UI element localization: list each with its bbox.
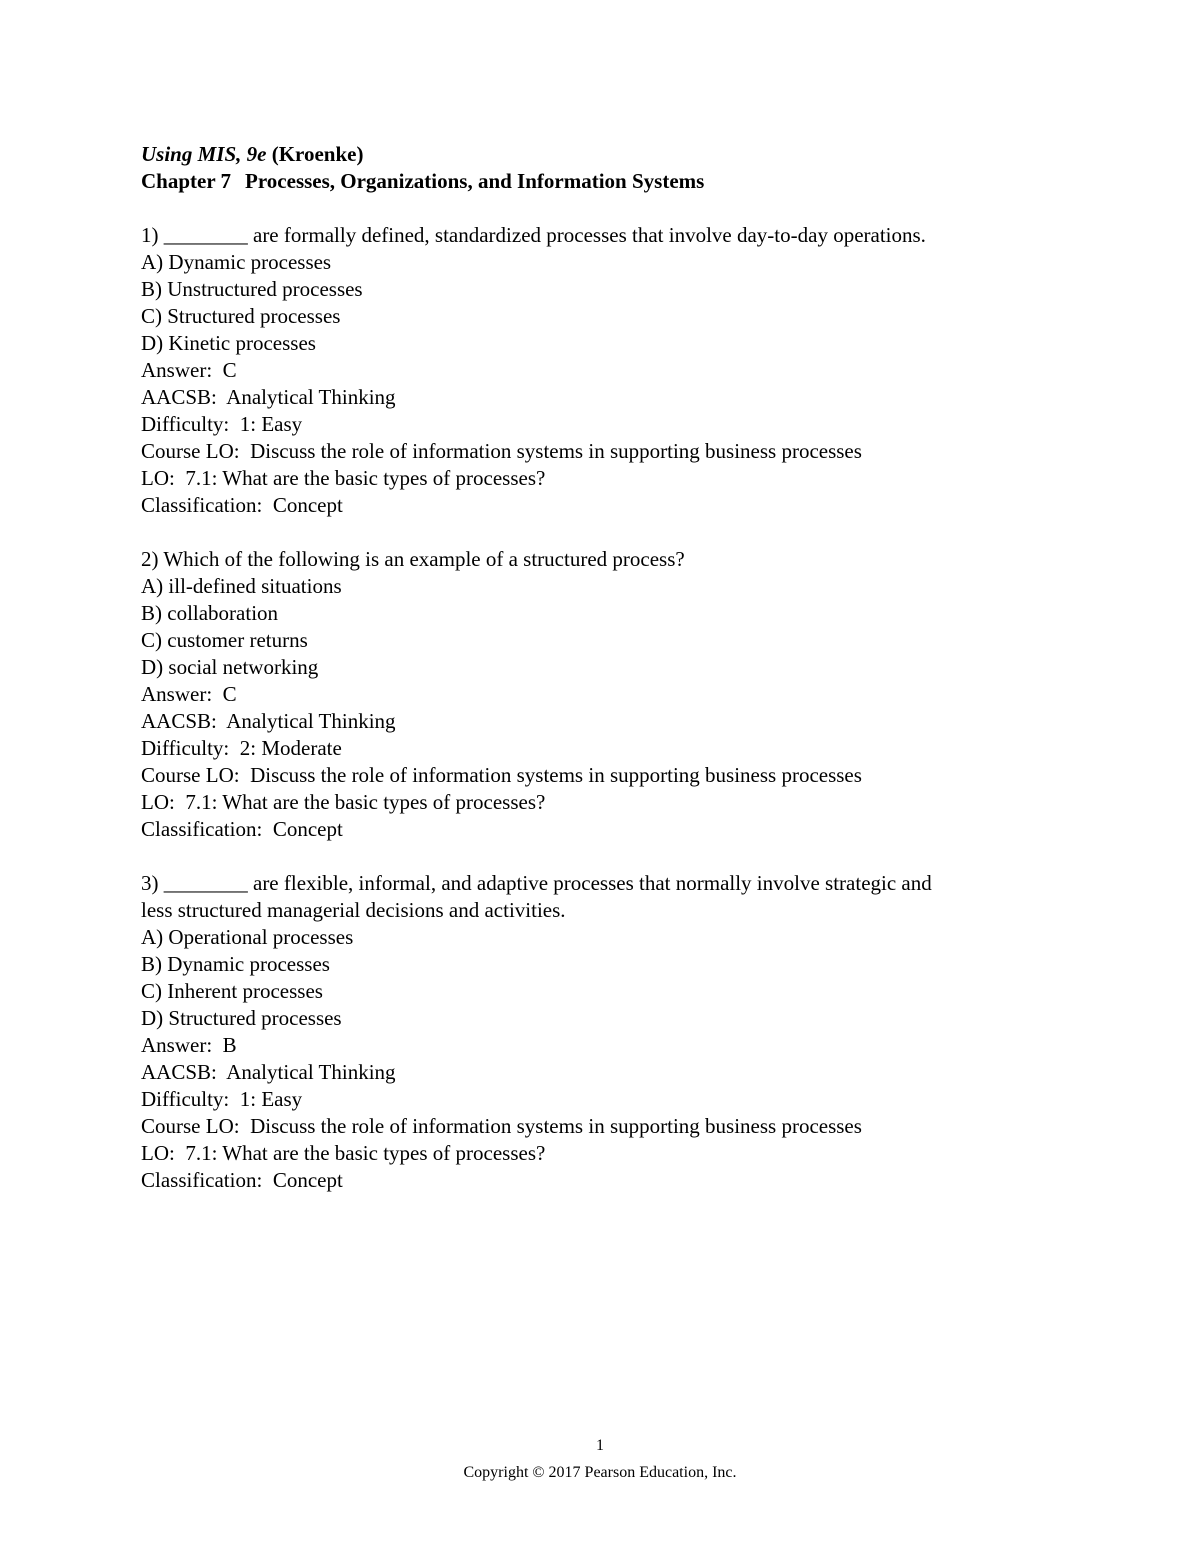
question-stem-continued: less structured managerial decisions and activities. [141, 898, 566, 922]
answer-option: B) collaboration [141, 601, 279, 625]
question-stem: 3) ________ are flexible, informal, and adaptive processes that normally involve strategic and [141, 871, 932, 895]
classification-tag: Classification: Concept [141, 1168, 343, 1192]
question-stem: 2) Which of the following is an example of a structured process? [141, 547, 685, 571]
chapter-label: Chapter 7 [141, 169, 232, 193]
book-header [141, 141, 1071, 168]
book-title: Using MIS, 9e [141, 142, 267, 166]
course-lo-tag: Course LO: Discuss the role of information systems in supporting business processes [141, 1114, 862, 1138]
answer-option: C) Structured processes [141, 304, 341, 328]
answer-key: Answer: B [141, 1033, 237, 1057]
question-block [141, 870, 1071, 1194]
answer-key: Answer: C [141, 682, 237, 706]
chapter-title: Processes, Organizations, and Information Systems [245, 169, 705, 193]
answer-option: B) Unstructured processes [141, 277, 363, 301]
difficulty-tag: Difficulty: 1: Easy [141, 412, 303, 436]
question-block [141, 222, 1071, 519]
lo-tag: LO: 7.1: What are the basic types of processes? [141, 1141, 546, 1165]
aacsb-tag: AACSB: Analytical Thinking [141, 385, 396, 409]
answer-key: Answer: C [141, 358, 237, 382]
course-lo-tag: Course LO: Discuss the role of information systems in supporting business processes [141, 439, 862, 463]
lo-tag: LO: 7.1: What are the basic types of processes? [141, 790, 546, 814]
answer-option: A) ill-defined situations [141, 574, 342, 598]
answer-option: D) Kinetic processes [141, 331, 316, 355]
lo-tag: LO: 7.1: What are the basic types of processes? [141, 466, 546, 490]
copyright-notice: Copyright © 2017 Pearson Education, Inc. [463, 1464, 737, 1481]
chapter-header [141, 168, 1071, 195]
answer-option: C) Inherent processes [141, 979, 323, 1003]
difficulty-tag: Difficulty: 2: Moderate [141, 736, 342, 760]
question-block [141, 546, 1071, 843]
page-number: 1 [596, 1437, 604, 1454]
course-lo-tag: Course LO: Discuss the role of information systems in supporting business processes [141, 763, 862, 787]
aacsb-tag: AACSB: Analytical Thinking [141, 709, 396, 733]
book-author: (Kroenke) [271, 142, 364, 166]
answer-option: C) customer returns [141, 628, 308, 652]
page-content [141, 141, 1071, 1194]
answer-option: A) Operational processes [141, 925, 354, 949]
question-stem: 1) ________ are formally defined, standardized processes that involve day-to-day operations. [141, 223, 926, 247]
answer-option: B) Dynamic processes [141, 952, 330, 976]
classification-tag: Classification: Concept [141, 493, 343, 517]
aacsb-tag: AACSB: Analytical Thinking [141, 1060, 396, 1084]
difficulty-tag: Difficulty: 1: Easy [141, 1087, 303, 1111]
answer-option: D) Structured processes [141, 1006, 342, 1030]
answer-option: A) Dynamic processes [141, 250, 332, 274]
answer-option: D) social networking [141, 655, 319, 679]
classification-tag: Classification: Concept [141, 817, 343, 841]
